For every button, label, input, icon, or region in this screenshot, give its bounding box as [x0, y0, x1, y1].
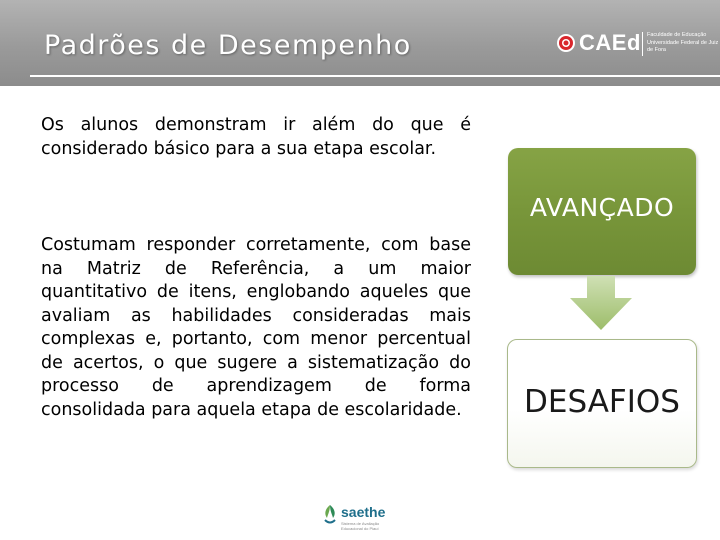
caed-logo-icon: [556, 33, 576, 53]
saethe-logo-text: saethe: [341, 504, 386, 520]
level-box-avancado: [508, 148, 696, 275]
logo-divider: [642, 32, 643, 56]
saethe-logo-subtitle: Sistema de Avaliação Educacional do Piauí: [341, 521, 380, 531]
level-label-next: DESAFIOS: [524, 384, 680, 420]
saethe-logo: [322, 504, 392, 534]
caed-logo: [556, 31, 720, 57]
caed-logo-text: CAEd: [579, 30, 641, 55]
level-label-current: AVANÇADO: [529, 193, 675, 222]
page-title: Padrões de Desempenho: [44, 30, 412, 61]
arrow-down-icon: [570, 276, 632, 330]
level-box-desafios: [507, 339, 697, 468]
header-band: [0, 0, 720, 86]
header-divider: [30, 75, 720, 77]
description-paragraph-1: Os alunos demonstram ir além do que é considerado básico para a sua etapa escolar.: [41, 115, 471, 159]
caed-logo-subtitle: Faculdade de Educação Universidade Federal de Juiz de Fora: [647, 32, 719, 53]
description-paragraph-2: Costumam responder corretamente, com base na Matriz de Referência, a um maior quantitativo de itens, englobando aqueles que avaliam as habilidades consideradas mais complexas e, portanto, com menor percentual de acertos, o que sugere a sistematização do processo de aprendizagem de forma consolidada para aquela etapa de escolaridade.: [41, 235, 471, 420]
saethe-logo-icon: [322, 504, 338, 526]
